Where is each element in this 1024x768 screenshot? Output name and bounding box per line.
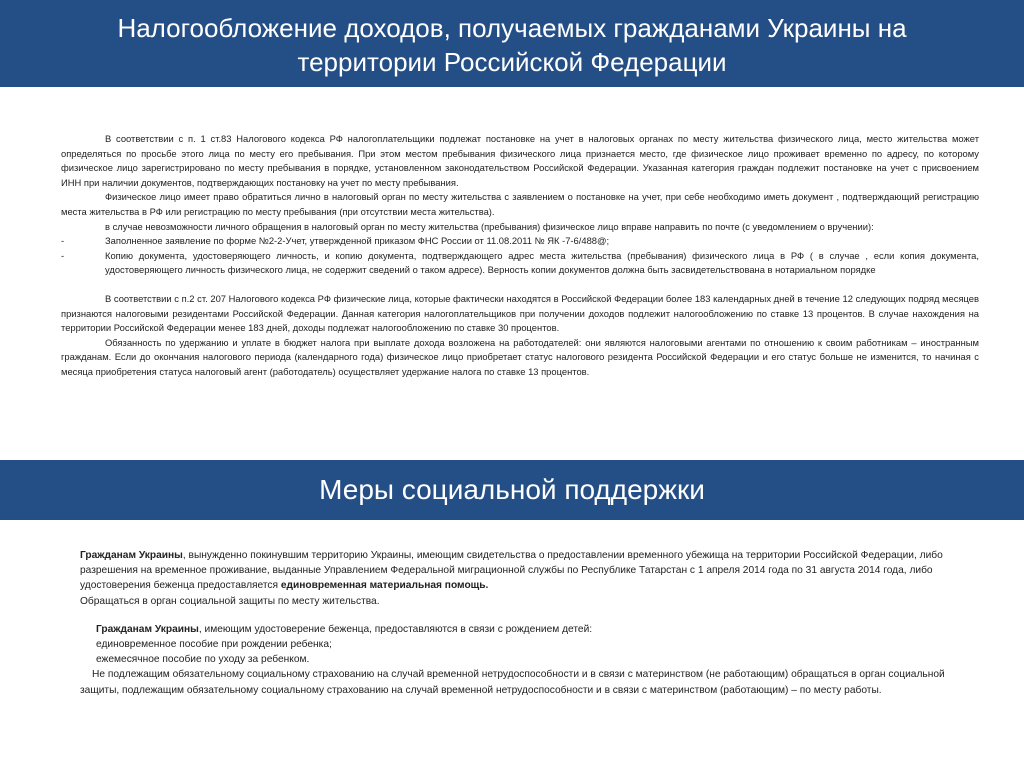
support-section-body — [80, 548, 960, 698]
list-item-text: Копию документа, удостоверяющего личность, и копию документа, подтверждающего адрес места жительства (пребывания) физического лица в РФ ( в случае , если копия документа, удостоверяющего личность физического лица, не содержит сведений о таком адресе). Верность копии документов должна быть засвидетельствована в нотариальном порядке — [105, 249, 979, 276]
section-title: Меры социальной поддержки — [319, 474, 705, 505]
bold-emphasis: единовременная материальная помощь. — [280, 580, 489, 592]
title-banner — [0, 0, 1024, 87]
support-text: , имеющим удостоверение беженца, предоставляются в связи с рождением детей: — [198, 623, 593, 635]
spacer — [61, 278, 979, 292]
list-item — [61, 249, 979, 278]
page-title-line-1: Налогообложение доходов, получаемых гражданами Украины на — [117, 13, 907, 43]
tax-paragraph-2: Физическое лицо имеет право обратиться лично в налоговый орган по месту жительства с заявлением о постановке на учет, при себе необходимо иметь документ , подтверждающий регистрацию места жительства в РФ или регистрацию по месту пребывания (при отсутствии места жительства). — [61, 191, 979, 217]
tax-paragraph-3: в случае невозможности личного обращения в налоговый орган по месту жительства (пребывания) физическое лицо вправе направить по почте (с уведомлением о вручении): — [105, 220, 874, 232]
support-text: , вынужденно покинувшим территорию Украины, имеющим свидетельства о предоставлении временного убежища на территории Российской Федерации, либо разрешения на временное проживание, выданные Управлением Федеральной миграционной службы по Республике Татарстан с 1 апреля 2014 года по 31 августа 2014 года, либо удостоверения беженца предоставляется — [80, 550, 943, 592]
dash-marker: - — [61, 249, 65, 261]
support-paragraph-3 — [80, 667, 960, 697]
benefit-item-1: единовременное пособие при рождении ребенка; — [96, 639, 332, 651]
support-paragraph-2 — [80, 622, 960, 637]
dash-marker: - — [61, 235, 65, 247]
bold-lead: Гражданам Украины — [96, 623, 199, 635]
tax-paragraph-1: В соответствии с п. 1 ст.83 Налогового кодекса РФ налогоплательщики подлежат постановке на учет в налоговых органах по месту жительства физического лица, место жительства может определяться по просьбе этого лица по месту его пребывания. При этом местом пребывания физического лица признается место, где физическое лицо проживает временно по адресу, по которому физическое лицо зарегистрировано по месту пребывания в порядке, установленном законодательством Российской Федерации. Указанная категория граждан подлежит постановке на учет с присвоением ИНН при наличии документов, подтверждающих постановку на учет по месту пребывания. — [61, 133, 979, 188]
page-title-line-2: территории Российской Федерации — [297, 47, 727, 77]
list-item — [61, 234, 979, 249]
tax-section-body — [61, 132, 979, 380]
benefit-item-2: ежемесячное пособие по уходу за ребенком. — [96, 654, 310, 666]
spacer — [80, 609, 960, 622]
bold-lead: Гражданам Украины — [80, 550, 183, 561]
tax-paragraph-4: В соответствии с п.2 ст. 207 Налогового кодекса РФ физические лица, которые фактически находятся в Российской Федерации более 183 календарных дней в течение 12 следующих подряд месяцев признаются налоговыми резидентами Российской Федерации. Данная категория налогоплательщиков при получении доходов подлежит налогообложению по ставке 13 процентов. В случае нахождения на территории Российской Федерации менее 183 дней, доходы подлежат налогообложению по ставке 30 процентов. — [61, 292, 979, 334]
support-paragraph-1-note: Обращаться в орган социальной защиты по месту жительства. — [80, 595, 380, 607]
section-banner — [0, 460, 1024, 520]
support-text: Не подлежащим обязательному социальному страхованию на случай временной нетрудоспособности и в связи с материнством (не работающим) обращаться в орган социальной защиты, подлежащим обязательному социальному страхованию на случай временной нетрудоспособности и в связи с материнством (работающим) – по месту работы. — [80, 669, 945, 696]
list-item-text: Заполненное заявление по форме №2-2-Учет, утвержденной приказом ФНС России от 11.08.2011 № ЯК -7-6/488@; — [105, 235, 610, 247]
support-paragraph-1 — [80, 548, 960, 594]
tax-paragraph-5: Обязанность по удержанию и уплате в бюджет налога при выплате дохода возложена на работодателей: они являются налоговыми агентами по отношению к своим работникам – иностранным гражданам. Если до окончания налогового периода (календарного года) физическое лицо приобретает статус налогового резидента Российской Федерации и его статус больше не изменится, то начиная с месяца приобретения статуса налоговый агент (работодатель) осуществляет удержание налога по ставке 13 процентов. — [61, 336, 979, 377]
